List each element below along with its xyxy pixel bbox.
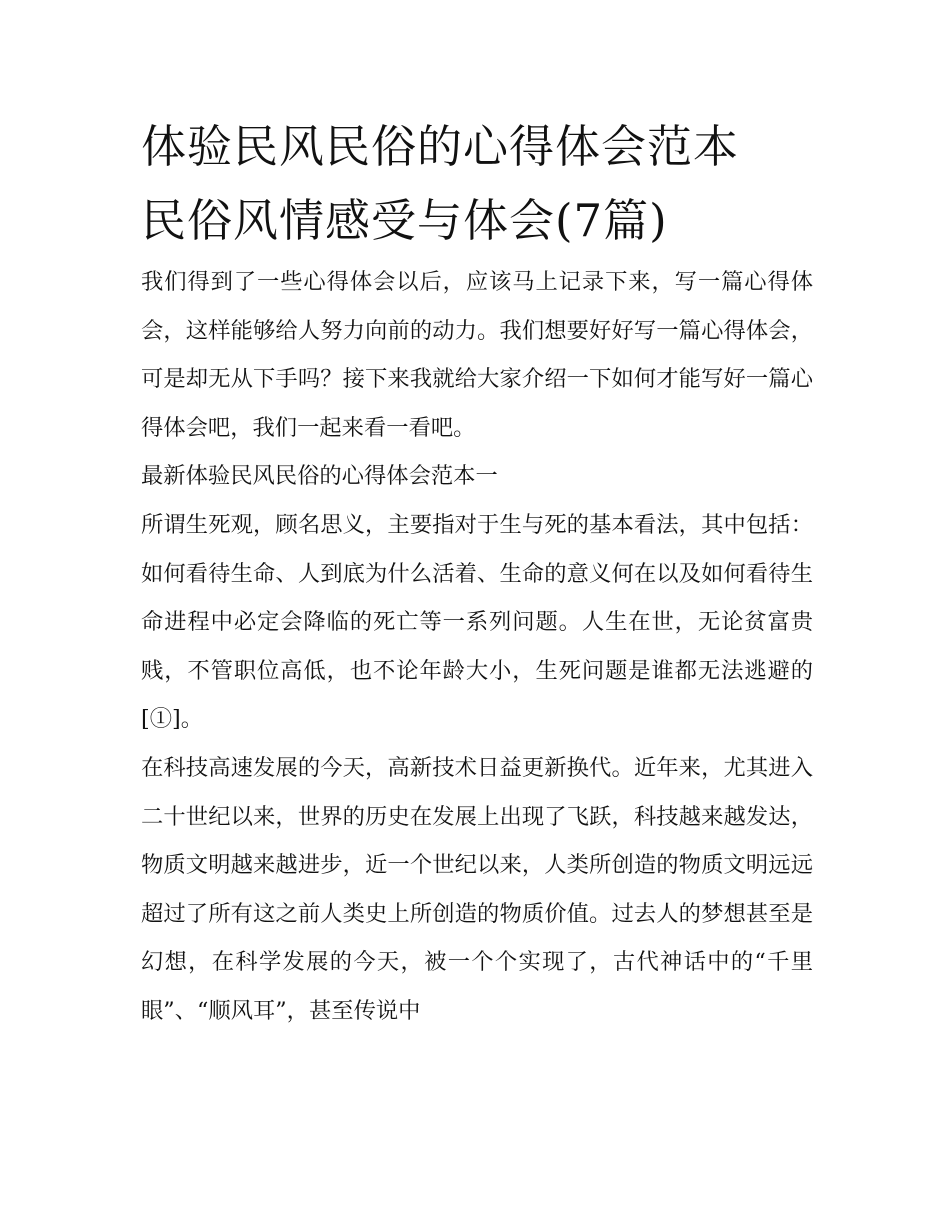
title-line-1: 体验民风民俗的心得体会范本 (141, 120, 740, 173)
section-heading: 最新体验民风民俗的心得体会范本一 (141, 463, 498, 490)
body-paragraph-1: 所谓生死观，顾名思义，主要指对于生与死的基本看法，其中包括：如何看待生命、人到底为什么活着、生命的意义何在以及如何看待生命进程中必定会降临的死亡等一系列问题。人生在世，无论贫富贵贱，不管职位高低，也不论年龄大小，生死问题是谁都无法逃避的[①]。 (141, 511, 813, 733)
document-body (141, 110, 813, 1036)
document-title (141, 110, 813, 258)
body-paragraph-2: 在科技高速发展的今天，高新技术日益更新换代。近年来，尤其进入二十世纪以来，世界的历史在发展上出现了飞跃，科技越来越发达，物质文明越来越进步，近一个世纪以来，人类所创造的物质文明远远超过了所有这之前人类史上所创造的物质价值。过去人的梦想甚至是幻想，在科学发展的今天，被一个个实现了，古代神话中的“千里眼”、“顺风耳”，甚至传说中 (141, 754, 813, 1024)
intro-paragraph: 我们得到了一些心得体会以后，应该马上记录下来，写一篇心得体会，这样能够给人努力向前的动力。我们想要好好写一篇心得体会，可是却无从下手吗？接下来我就给大家介绍一下如何才能写好一篇心得体会吧，我们一起来看一看吧。 (141, 269, 813, 441)
title-line-2: 民俗风情感受与体会(7篇) (141, 194, 668, 247)
